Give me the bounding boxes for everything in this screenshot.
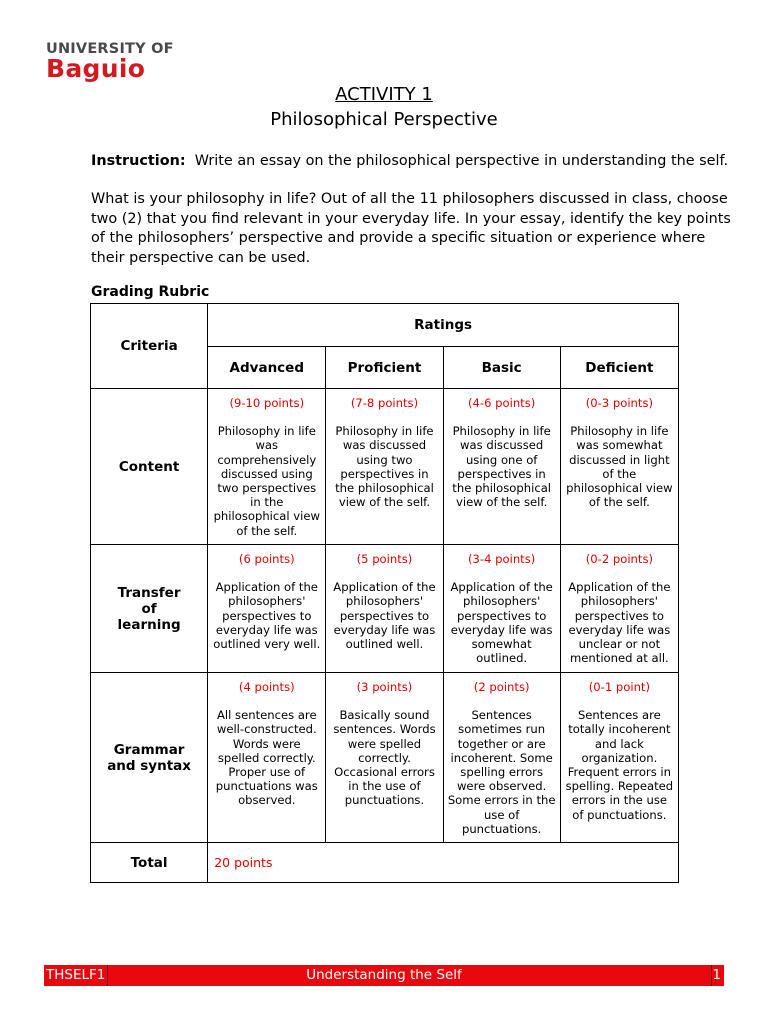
- page-number: 1: [712, 967, 721, 983]
- points-label: (3-4 points): [468, 552, 536, 566]
- rating-description: Sentences sometimes run together or are incoherent. Some spelling errors were observed. Some errors in the use of punctuations.: [447, 708, 556, 836]
- points-label: (0-3 points): [585, 396, 654, 410]
- rating-description: Philosophy in life was discussed using two perspectives in the philosophical view of the self.: [335, 424, 434, 510]
- rating-cell: [560, 545, 678, 673]
- course-title: Understanding the Self: [306, 967, 462, 983]
- rating-cell: [560, 673, 678, 843]
- page-footer: [44, 965, 724, 986]
- points-label: (0-2 points): [585, 552, 654, 566]
- points-label: (7-8 points): [350, 396, 419, 410]
- rating-description: Philosophy in life was discussed using one of perspectives in the philosophical view of the self.: [452, 424, 552, 510]
- points-label: (5 points): [356, 552, 413, 566]
- grading-rubric-table: [90, 303, 679, 883]
- instruction: [91, 152, 731, 172]
- activity-subtitle: Philosophical Perspective: [270, 109, 498, 130]
- rating-cell: [443, 389, 560, 545]
- rating-cell: [443, 673, 560, 843]
- level-basic: Basic: [443, 347, 560, 389]
- logo-line-2: Baguio: [46, 54, 146, 83]
- instruction-text: Write an essay on the philosophical perspective in understanding the self.: [185, 153, 729, 169]
- points-label: (0-1 point): [588, 680, 650, 694]
- points-label: (2 points): [473, 680, 530, 694]
- ratings-header: Ratings: [208, 304, 679, 347]
- total-value: 20 points: [208, 843, 679, 883]
- rating-cell: [326, 545, 443, 673]
- rating-cell: [208, 673, 326, 843]
- university-logo: [46, 41, 174, 81]
- rating-cell: [560, 389, 678, 545]
- rating-description: Application of the philosophers' perspectives to everyday life was unclear or not mentioned at all.: [568, 580, 671, 666]
- rubric-title: Grading Rubric: [91, 284, 210, 300]
- rating-description: Application of the philosophers' perspectives to everyday life was somewhat outlined.: [450, 580, 553, 666]
- course-code: THSELF1: [46, 967, 106, 983]
- points-label: (6 points): [238, 552, 295, 566]
- table-row: [91, 673, 679, 843]
- table-row: [91, 389, 679, 545]
- points-label: (3 points): [356, 680, 413, 694]
- rating-description: Basically sound sentences. Words were spelled correctly. Occasional errors in the use of punctuations.: [333, 708, 436, 808]
- total-label: Total: [91, 843, 208, 883]
- level-proficient: Proficient: [326, 347, 443, 389]
- rating-description: All sentences are well-constructed. Words were spelled correctly. Proper use of punctuations was observed.: [215, 708, 318, 808]
- rating-cell: [208, 389, 326, 545]
- rating-cell: [326, 673, 443, 843]
- criterion-grammar-and-syntax: Grammar and syntax: [91, 673, 208, 843]
- table-header-row: [91, 304, 679, 347]
- criterion-transfer-of-learning: Transfer of learning: [91, 545, 208, 673]
- rating-cell: [208, 545, 326, 673]
- essay-question: What is your philosophy in life? Out of all the 11 philosophers discussed in class, choose two (2) that you find relevant in your everyday life. In your essay, identify the key points of the philosophers’ perspective and provide a specific situation or experience where their perspective can be used.: [91, 191, 731, 266]
- rating-cell: [443, 545, 560, 673]
- points-label: (4 points): [238, 680, 295, 694]
- activity-title: ACTIVITY 1: [335, 84, 433, 105]
- criterion-content: Content: [91, 389, 208, 545]
- rating-description: Application of the philosophers' perspectives to everyday life was outlined well.: [333, 580, 436, 652]
- rating-description: Philosophy in life was comprehensively discussed using two perspectives in the philosophical view of the self.: [213, 424, 320, 538]
- rating-description: Philosophy in life was somewhat discussed in light of the philosophical view of the self.: [566, 424, 673, 510]
- rating-description: Application of the philosophers' perspectives to everyday life was outlined very well.: [213, 580, 321, 652]
- table-row: [91, 545, 679, 673]
- points-label: (4-6 points): [468, 396, 536, 410]
- criteria-header: Criteria: [91, 304, 208, 389]
- logo-line-1: UNIVERSITY OF: [46, 41, 174, 57]
- rating-cell: [326, 389, 443, 545]
- total-row: [91, 843, 679, 883]
- level-deficient: Deficient: [560, 347, 678, 389]
- rating-description: Sentences are totally incoherent and lack organization. Frequent errors in spelling. Repeated errors in the use of punctuations.: [565, 708, 674, 822]
- instruction-label: Instruction:: [91, 153, 186, 169]
- points-label: (9-10 points): [229, 396, 305, 410]
- level-advanced: Advanced: [208, 347, 326, 389]
